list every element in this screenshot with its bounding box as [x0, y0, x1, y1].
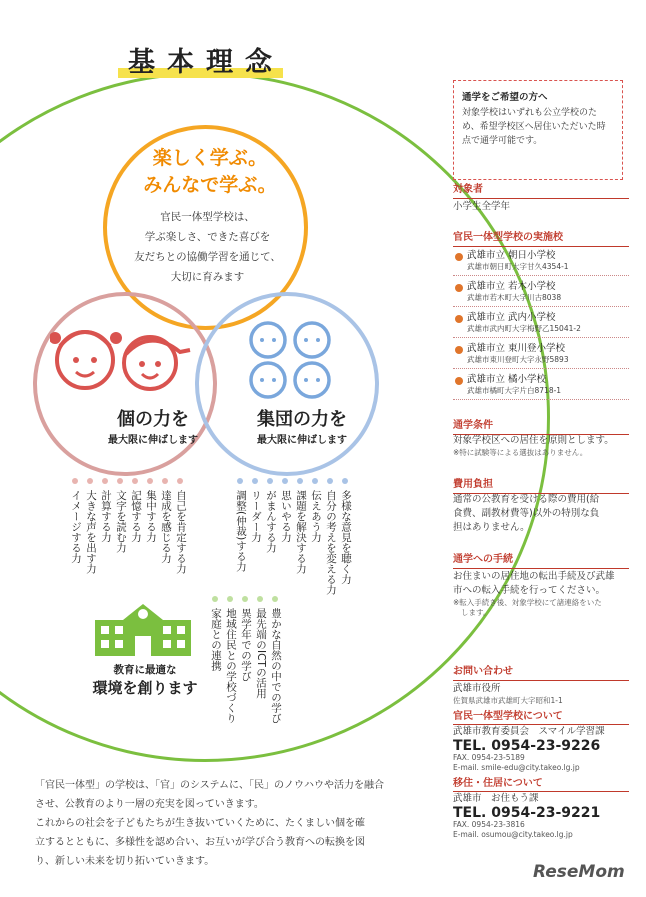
env-item: 豊かな自然の中での学び [270, 608, 282, 724]
school-dept: 武雄市教育委員会 スマイル学習課 [453, 726, 605, 737]
group-faces-icon [240, 318, 340, 403]
school-item [453, 250, 629, 276]
grp-item: 多様な意見を聴く力 [340, 490, 352, 585]
env-item: 最先端のICTの活用 [255, 608, 267, 699]
bullet-dot [257, 596, 263, 602]
school-address: 武雄市橘町大字片白8718-1 [467, 386, 562, 395]
office-name: 武雄市役所 [453, 683, 501, 694]
resemom-logo: ReseMom [533, 862, 625, 882]
bullet-dot [342, 478, 348, 484]
ind-item: 記憶する力 [130, 490, 142, 543]
bullet-dot [282, 478, 288, 484]
bullet-dot [312, 478, 318, 484]
bottom-paragraph [35, 776, 445, 871]
ind-item: 文字を読む力 [115, 490, 127, 553]
school-item [453, 312, 629, 338]
grp-item: 課題を解決する力 [295, 490, 307, 574]
children-faces-icon [50, 318, 195, 398]
ind-item: 大きな声を出す力 [85, 490, 97, 574]
bullet-dot [327, 478, 333, 484]
env-item: 家庭との連携 [210, 608, 222, 671]
page-title: 基本理念 [128, 47, 284, 78]
bullet-dot [242, 596, 248, 602]
desc-line: 学ぶ楽しさ、できた喜びを [144, 231, 271, 243]
grp-item: 自分の考えを変える力 [325, 490, 337, 595]
condition-heading: 通学条件 [453, 416, 629, 435]
bullet-dot [237, 478, 243, 484]
school-address: 武雄市若木町大字川古8038 [467, 293, 562, 302]
school-tel: TEL. 0954-23-9226 [453, 738, 601, 754]
catch-line-1: 楽しく学ぶ。 [152, 147, 268, 169]
move-fax: FAX. 0954-23-3816 [453, 820, 525, 829]
condition-body: 対象学校区への居住を原則とします。 ※特に試験等による選抜はありません。 [453, 435, 614, 457]
bullet-dot [227, 596, 233, 602]
env-item: 異学年での学び [240, 608, 252, 682]
school-item [453, 343, 629, 369]
move-dept: 武雄市 お住もう課 [453, 793, 539, 804]
bullet-dot [177, 478, 183, 484]
bullet-dot [147, 478, 153, 484]
ind-item: 自己を肯定する力 [175, 490, 187, 574]
bullet-dot [117, 478, 123, 484]
notice-box [453, 80, 623, 180]
individual-label: 個の力を 最大限に伸ばします [108, 409, 198, 446]
school-item [453, 374, 629, 400]
move-contact-heading: 移住・住居について [453, 777, 629, 792]
environment-label: 教育に最適な 環境を創ります [92, 664, 198, 697]
school-name: 武雄市立 若木小学校 [467, 281, 556, 292]
school-email[interactable]: E-mail. smile-edu@city.takeo.lg.jp [453, 763, 580, 772]
cost-heading: 費用負担 [453, 475, 629, 494]
catch-copy [125, 145, 295, 199]
bullet-dot [252, 478, 258, 484]
notice-body: 対象学校はいずれも公立学校のた め、希望学校区へ居住いただいた時 点で通学可能です。 [462, 108, 606, 146]
target-heading: 対象者 [453, 180, 629, 199]
school-address: 武雄市武内町大字梅野乙15041-2 [467, 324, 581, 333]
bullet-dot [272, 596, 278, 602]
bullet-dot [297, 478, 303, 484]
group-label: 集団の力を 最大限に伸ばします [257, 409, 347, 446]
school-bullet-icon [455, 377, 463, 385]
desc-line: 官民一体型学校は、 [160, 211, 255, 223]
grp-item: リーダー力 [250, 490, 262, 543]
school-fax: FAX. 0954-23-5189 [453, 753, 525, 762]
school-address: 武雄市東川登町大字永野5893 [467, 355, 569, 364]
bullet-dot [102, 478, 108, 484]
ind-item: 達成を感じる力 [160, 490, 172, 564]
desc-line: 大切に育みます [170, 271, 245, 283]
center-description [115, 207, 300, 287]
grp-item: 思いやる力 [280, 490, 292, 543]
procedure-body: お住まいの居住地の転出手続及び武雄 市への転入手続を行ってください。 ※転入手続き後、対象学校にて諸連絡をいた します。 [453, 571, 615, 617]
school-bullet-icon [455, 253, 463, 261]
school-name: 武雄市立 橘小学校 [467, 374, 547, 385]
bottom-line: り、新しい未来を切り拓いていきます。 [35, 856, 215, 867]
move-email[interactable]: E-mail. osumou@city.takeo.lg.jp [453, 830, 573, 839]
grp-item: 調整(仲裁)する力 [235, 490, 247, 572]
bottom-line: させ、公教育のより一層の充実を図っていきます。 [35, 799, 264, 810]
ind-item: 集中する力 [145, 490, 157, 543]
school-contact-heading: 官民一体型学校について [453, 710, 629, 725]
bullet-dot [72, 478, 78, 484]
schools-heading: 官民一体型学校の実施校 [453, 228, 629, 247]
bullet-dot [87, 478, 93, 484]
catch-line-2: みんなで学ぶ。 [143, 174, 277, 196]
bullet-dot [212, 596, 218, 602]
school-bullet-icon [455, 346, 463, 354]
grp-item: 伝えあう力 [310, 490, 322, 543]
ind-item: イメージする力 [70, 490, 82, 564]
procedure-heading: 通学への手続 [453, 550, 629, 569]
school-name: 武雄市立 東川登小学校 [467, 343, 566, 354]
school-bullet-icon [455, 284, 463, 292]
cost-body: 通常の公教育を受ける際の費用(給 食費、副教材費等)以外の特別な負 担はありません。 [453, 494, 600, 533]
bottom-line: これからの社会を子どもたちが生き抜いていくために、たくましい個を確 [35, 818, 365, 829]
school-bullet-icon [455, 315, 463, 323]
grp-item: がまんする力 [265, 490, 277, 553]
move-tel: TEL. 0954-23-9221 [453, 805, 601, 821]
ind-item: 計算する力 [100, 490, 112, 543]
notice-head: 通学をご希望の方へ [462, 92, 548, 103]
bullet-dot [162, 478, 168, 484]
desc-line: 友だちとの協働学習を通じて、 [134, 251, 281, 263]
school-building-icon [93, 598, 193, 658]
school-name: 武雄市立 朝日小学校 [467, 250, 556, 261]
contact-heading: お問い合わせ [453, 662, 629, 681]
bullet-dot [267, 478, 273, 484]
school-address: 武雄市朝日町大字甘久4354-1 [467, 262, 569, 271]
office-address: 佐賀県武雄市武雄町大字昭和1-1 [453, 696, 563, 705]
bottom-line: 「官民一体型」の学校は、「官」のシステムに、「民」のノウハウや活力を融合 [35, 780, 384, 791]
school-name: 武雄市立 武内小学校 [467, 312, 556, 323]
env-item: 地域住民との学校づくり [225, 608, 237, 724]
contact-body [453, 682, 629, 840]
target-body: 小学生全学年 [453, 201, 511, 212]
bottom-line: 立するとともに、多様性を認め合い、お互いが学び合う教育への転換を図 [35, 837, 365, 848]
school-item [453, 281, 629, 307]
bullet-dot [132, 478, 138, 484]
